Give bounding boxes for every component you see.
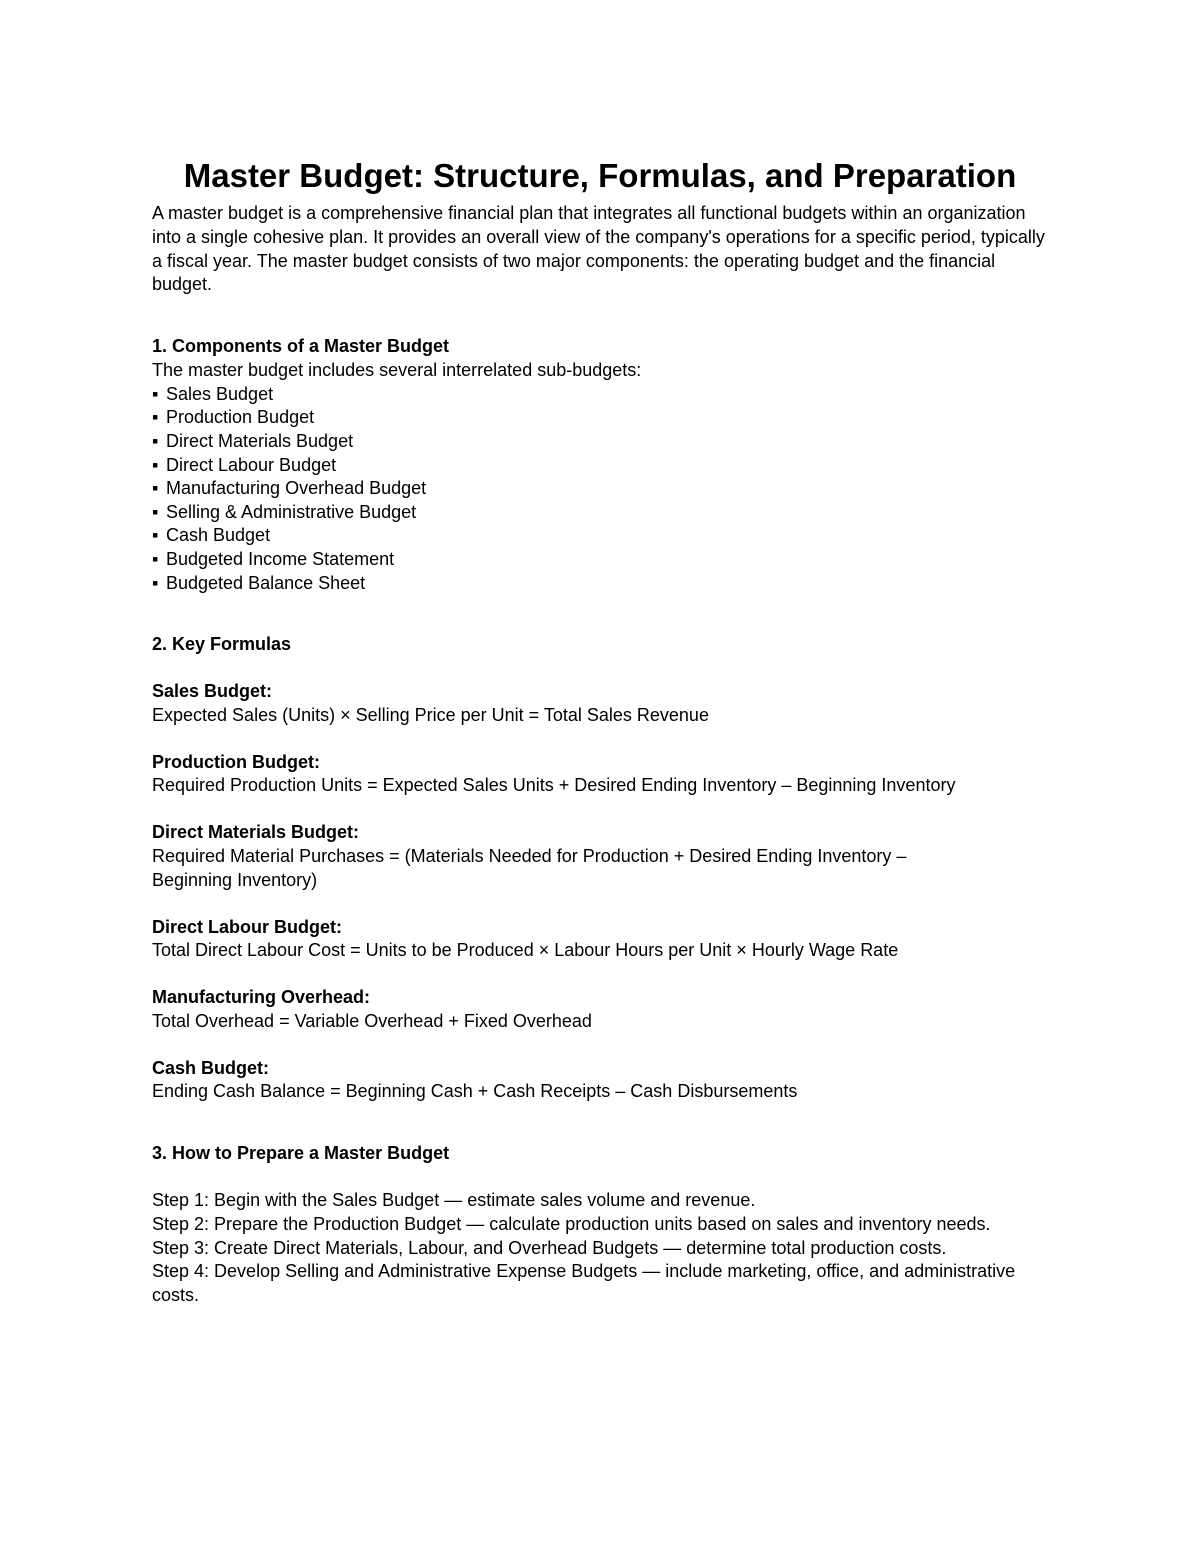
list-item	[152, 430, 1052, 454]
spacer	[152, 595, 1052, 633]
list-item	[152, 477, 1052, 501]
bullet-icon: ▪	[152, 478, 159, 499]
formula-label: Production Budget:	[152, 751, 320, 772]
bullet-icon: ▪	[152, 572, 159, 593]
step-item: Step 3: Create Direct Materials, Labour, and Overhead Budgets — determine total production costs.	[152, 1237, 947, 1258]
step-item: Step 1: Begin with the Sales Budget — estimate sales volume and revenue.	[152, 1190, 756, 1211]
formula-block	[152, 1057, 1052, 1105]
step-item: Step 2: Prepare the Production Budget — calculate production units based on sales and inventory needs.	[152, 1213, 991, 1234]
bullet-icon: ▪	[152, 407, 159, 428]
formula-block	[152, 916, 1052, 964]
formula-text: Total Direct Labour Cost = Units to be Produced × Labour Hours per Unit × Hourly Wage Rate	[152, 940, 899, 961]
formula-label: Direct Materials Budget:	[152, 822, 360, 843]
list-item-label: Budgeted Income Statement	[166, 548, 395, 569]
bullet-icon: ▪	[152, 548, 159, 569]
formula-label: Cash Budget:	[152, 1057, 269, 1078]
bullet-icon: ▪	[152, 525, 159, 546]
step-item: Step 4: Develop Selling and Administrative Expense Budgets — include marketing, office, and administrative costs.	[152, 1261, 1016, 1306]
section-lead: The master budget includes several interrelated sub-budgets:	[152, 359, 642, 380]
list-item	[152, 406, 1052, 430]
list-item-label: Selling & Administrative Budget	[166, 501, 417, 522]
list-item-label: Direct Labour Budget	[166, 454, 337, 475]
formula-block	[152, 680, 1052, 728]
list-item-label: Cash Budget	[166, 525, 271, 546]
document-page	[152, 150, 1052, 1308]
list-item	[152, 572, 1052, 596]
formula-text: Total Overhead = Variable Overhead + Fixed Overhead	[152, 1010, 592, 1031]
list-item	[152, 383, 1052, 407]
section-formulas	[152, 633, 1052, 1104]
list-item	[152, 524, 1052, 548]
formula-label: Direct Labour Budget:	[152, 916, 343, 937]
bullet-icon: ▪	[152, 454, 159, 475]
spacer	[152, 297, 1052, 335]
section-components	[152, 335, 1052, 595]
formula-block	[152, 751, 1052, 799]
section-preparation	[152, 1142, 1052, 1308]
spacer	[152, 657, 1052, 680]
spacer	[152, 798, 1052, 821]
list-item-label: Sales Budget	[166, 383, 274, 404]
section-heading: 3. How to Prepare a Master Budget	[152, 1143, 450, 1164]
list-item	[152, 548, 1052, 572]
components-list	[152, 383, 1052, 595]
spacer	[152, 1166, 1052, 1189]
bullet-icon: ▪	[152, 501, 159, 522]
spacer	[152, 728, 1052, 751]
formula-block	[152, 986, 1052, 1034]
formula-block	[152, 821, 1052, 892]
formula-text: Required Material Purchases = (Materials Needed for Production + Desired Ending Inventory – Beginning Inventory)	[152, 845, 907, 890]
spacer	[152, 893, 1052, 916]
list-item	[152, 454, 1052, 478]
bullet-icon: ▪	[152, 383, 159, 404]
formula-text: Required Production Units = Expected Sales Units + Desired Ending Inventory – Beginning Inventory	[152, 775, 956, 796]
document-title: Master Budget: Structure, Formulas, and Preparation	[183, 157, 1017, 194]
list-item-label: Manufacturing Overhead Budget	[166, 478, 427, 499]
section-heading: 2. Key Formulas	[152, 634, 292, 655]
intro-paragraph: A master budget is a comprehensive financial plan that integrates all functional budgets within an organization into a single cohesive plan. It provides an overall view of the company's operations for a specific period, typically a fiscal year. The master budget consists of two major components: the operating budget and the financial budget.	[152, 203, 1045, 295]
list-item-label: Direct Materials Budget	[166, 430, 354, 451]
spacer	[152, 963, 1052, 986]
formula-text: Ending Cash Balance = Beginning Cash + Cash Receipts – Cash Disbursements	[152, 1081, 798, 1102]
section-heading: 1. Components of a Master Budget	[152, 336, 450, 357]
list-item-label: Budgeted Balance Sheet	[166, 572, 366, 593]
formula-label: Manufacturing Overhead:	[152, 987, 371, 1008]
formula-label: Sales Budget:	[152, 680, 273, 701]
spacer	[152, 1034, 1052, 1057]
list-item-label: Production Budget	[166, 407, 315, 428]
list-item	[152, 501, 1052, 525]
spacer	[152, 1104, 1052, 1142]
formula-text: Expected Sales (Units) × Selling Price per Unit = Total Sales Revenue	[152, 704, 709, 725]
bullet-icon: ▪	[152, 430, 159, 451]
